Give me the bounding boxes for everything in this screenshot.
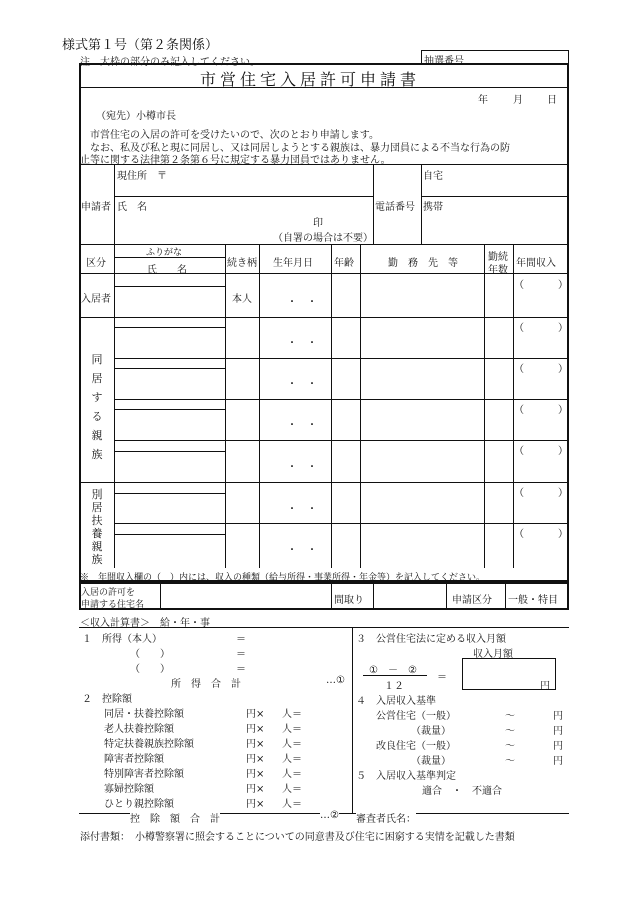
s1-equals-1: ＝	[236, 634, 246, 645]
declaration-line-2: なお、私及び私と現に同居し、又は同居しようとする親族は、暴力団員による不当な行為の防	[90, 143, 510, 154]
birthdate-dots: ・ ・	[287, 379, 317, 390]
occupant-group-bottom	[80, 317, 568, 318]
persons-eq: 人＝	[282, 754, 302, 765]
yen-x: 円×	[246, 754, 265, 765]
s1-equals-3: ＝	[236, 664, 246, 675]
birthdate-dots: ・ ・	[287, 504, 317, 515]
standard-3-yen: 円	[553, 741, 563, 752]
header-income: 年間収入	[516, 258, 556, 269]
home-phone-label: 自宅	[423, 171, 443, 182]
residence-label-2: 申請する住宅名	[81, 600, 145, 610]
phone-label-divider-right	[421, 164, 422, 244]
persons-eq: 人＝	[282, 739, 302, 750]
name-label: 氏 名	[117, 202, 147, 213]
birthdate-dots: ・ ・	[287, 545, 317, 556]
header-birthdate: 生年月日	[273, 258, 313, 269]
birthdate-dots: ・ ・	[287, 420, 317, 431]
s1-row-2: （ ）	[130, 649, 170, 660]
s2-title: ２ 控除額	[82, 694, 132, 705]
home-phone-field[interactable]	[446, 166, 566, 194]
furigana-line-5	[114, 451, 225, 452]
title-divider	[80, 87, 568, 88]
income-paren-open: （	[514, 488, 524, 499]
residence-divider-1	[160, 583, 161, 609]
attachments-note: 添付書類： 小樽警察署に照会することについての同意書及び住宅に困窮する実情を記載した書類	[80, 832, 515, 843]
col-line-6	[484, 244, 485, 568]
s1-row-3: （ ）	[130, 664, 170, 675]
s5-title: ５ 入居収入基準判定	[356, 771, 456, 782]
income-paren-close: ）	[558, 405, 568, 416]
occupant-label: 入居者	[81, 294, 111, 305]
declaration-line-3: 止等に関する法律第２条第６号に規定する暴力団員ではありません。	[80, 155, 391, 166]
phone-label-divider-left	[373, 164, 374, 244]
standard-2-yen: 円	[553, 726, 563, 737]
formula-fraction-bar	[363, 675, 427, 676]
deduction-7: ひとり親控除額	[104, 799, 174, 810]
date-day: 日	[547, 95, 557, 106]
income-paren-close: ）	[558, 488, 568, 499]
seal-note: （自署の場合は不要）	[273, 233, 373, 244]
residence-divider-4	[446, 583, 447, 609]
deduction-5: 特別障害者控除額	[104, 769, 184, 780]
income-paren-open: （	[514, 529, 524, 540]
persons-eq: 人＝	[282, 799, 302, 810]
deduction-total-label: 控 除 額 合 計	[130, 810, 220, 825]
col-line-5	[360, 244, 361, 568]
persons-eq: 人＝	[282, 724, 302, 735]
s3-title: ３ 公営住宅法に定める収入月額	[356, 634, 506, 645]
row-sep-3	[114, 399, 568, 400]
residence-divider-3	[373, 583, 374, 609]
yen-x: 円×	[246, 709, 265, 720]
judgement-options[interactable]: 適合 ・ 不適合	[422, 786, 502, 797]
deduction-2: 老人扶養控除額	[104, 724, 174, 735]
fill-note: 注 太枠の部分のみ記入してください。	[80, 57, 260, 68]
income-paren-close: ）	[558, 446, 568, 457]
calc-top-line	[79, 627, 569, 628]
row-sep-4	[114, 440, 568, 441]
row-sep-2	[114, 358, 568, 359]
persons-eq: 人＝	[282, 769, 302, 780]
cohabit-label: 同 居 す る 親 族	[91, 353, 103, 461]
residence-label-1: 入居の許可を	[81, 588, 136, 598]
standard-4-tilde: ～	[505, 756, 515, 767]
birthdate-dots: ・ ・	[287, 462, 317, 473]
floorplan-label: 間取り	[334, 595, 364, 606]
standard-4-label: （裁量）	[376, 756, 451, 767]
standard-1-label: 公営住宅（一般）	[376, 711, 456, 722]
header-tenure-1: 勤続	[488, 252, 508, 263]
deduction-4: 障害者控除額	[104, 754, 164, 765]
declaration-line-1: 市営住宅の入居の許可を受けたいので、次のとおり申請します。	[90, 130, 379, 141]
phone-label: 電話番号	[375, 202, 415, 213]
furigana-line-2	[114, 327, 225, 328]
income-paren-open: （	[514, 323, 524, 334]
income-paren-open: （	[514, 280, 524, 291]
occupant-relation: 本人	[232, 294, 252, 305]
home-phone-bottom-line	[421, 196, 568, 197]
birthdate-dots: ・ ・	[287, 297, 317, 308]
income-paren-open: （	[514, 405, 524, 416]
date-month: 月	[513, 95, 523, 106]
yen-x: 円×	[246, 769, 265, 780]
standard-2-tilde: ～	[505, 726, 515, 737]
header-workplace: 勤 務 先 等	[388, 258, 458, 269]
mobile-phone-field[interactable]	[446, 198, 566, 242]
yen-x: 円×	[246, 739, 265, 750]
col-line-4	[331, 244, 332, 568]
mobile-phone-label: 携帯	[423, 202, 443, 213]
s4-title: ４ 入居収入基準	[356, 696, 436, 707]
residence-divider-5	[505, 583, 506, 609]
standard-3-tilde: ～	[505, 741, 515, 752]
birthdate-dots: ・ ・	[287, 338, 317, 349]
form-title: 市営住宅入居許可申請書	[200, 70, 421, 89]
persons-eq: 人＝	[282, 784, 302, 795]
header-age: 年齢	[334, 258, 354, 269]
header-furigana: ふりがな	[146, 248, 183, 258]
formula-numerator: ① － ②	[369, 665, 417, 676]
application-category-label: 申請区分	[452, 595, 492, 606]
date-year: 年	[478, 95, 488, 106]
deduction-6: 寡婦控除額	[104, 784, 154, 795]
calc-header: ＜収入計算書＞ 給・年・事	[80, 618, 210, 629]
income-total-label: 所 得 合 計	[171, 679, 241, 690]
standard-4-yen: 円	[553, 756, 563, 767]
col-line-1	[114, 244, 115, 568]
header-relation: 続き柄	[227, 258, 257, 269]
applicant-label: 申請者	[81, 202, 111, 213]
formula-equals: ＝	[437, 672, 447, 683]
yen-x: 円×	[246, 784, 265, 795]
applicant-top-line	[80, 164, 568, 165]
header-tenure-2: 年数	[488, 265, 508, 276]
deduction-3: 特定扶養親族控除額	[104, 739, 194, 750]
residence-name-field[interactable]	[162, 585, 328, 607]
income-paren-close: ）	[558, 280, 568, 291]
col-line-3	[259, 244, 260, 568]
row-sep-6	[114, 523, 568, 524]
s1-title: １ 所得（本人）	[82, 634, 162, 645]
header-name: 氏 名	[147, 265, 187, 276]
furigana-line-6	[114, 493, 225, 494]
addressee: （宛先）小樽市長	[96, 111, 176, 122]
marker-1: …①	[326, 675, 345, 686]
furigana-line-7	[114, 534, 225, 535]
col-line-2	[225, 244, 226, 568]
income-paren-close: ）	[558, 364, 568, 375]
furigana-line-4	[114, 409, 225, 410]
marker-2: …②	[320, 810, 339, 821]
standard-1-tilde: ～	[505, 711, 515, 722]
lottery-number-label: 抽選番号	[424, 56, 464, 67]
s1-equals-2: ＝	[236, 649, 246, 660]
furigana-line-3	[114, 368, 225, 369]
deduction-1: 同居・扶養控除額	[104, 709, 184, 720]
separate-label: 別 居 扶 養 親 族	[91, 488, 103, 566]
form-number: 様式第１号（第２条関係）	[62, 38, 219, 53]
header-category: 区分	[86, 258, 106, 269]
calc-center-divider	[352, 627, 353, 813]
address-label: 現住所 〒	[117, 171, 167, 182]
yen-x: 円×	[246, 724, 265, 735]
standard-3-label: 改良住宅（一般）	[376, 741, 456, 752]
income-note: ※ 年間収入欄の（ ）内には、収入の種類（給与所得・事業所得・年金等）を記入してください。	[80, 573, 486, 583]
income-paren-open: （	[514, 364, 524, 375]
formula-denominator: １２	[384, 681, 404, 692]
persons-eq: 人＝	[282, 709, 302, 720]
seal-mark: 印	[313, 218, 323, 229]
address-field[interactable]	[176, 166, 372, 194]
income-paren-close: ）	[558, 323, 568, 334]
examiner-label: 審査者氏名：	[356, 810, 416, 825]
furigana-line-1	[114, 286, 225, 287]
income-paren-close: ）	[558, 529, 568, 540]
yen-x: 円×	[246, 799, 265, 810]
standard-2-label: （裁量）	[376, 726, 451, 737]
residence-divider-2	[331, 583, 332, 609]
income-paren-open: （	[514, 446, 524, 457]
application-category-value[interactable]: 一般・特目	[508, 595, 558, 606]
cohabit-group-bottom	[80, 482, 568, 483]
monthly-income-label: 収入月額	[473, 649, 513, 660]
standard-1-yen: 円	[553, 711, 563, 722]
monthly-income-yen: 円	[540, 681, 550, 692]
applicant-label-divider	[114, 164, 115, 244]
